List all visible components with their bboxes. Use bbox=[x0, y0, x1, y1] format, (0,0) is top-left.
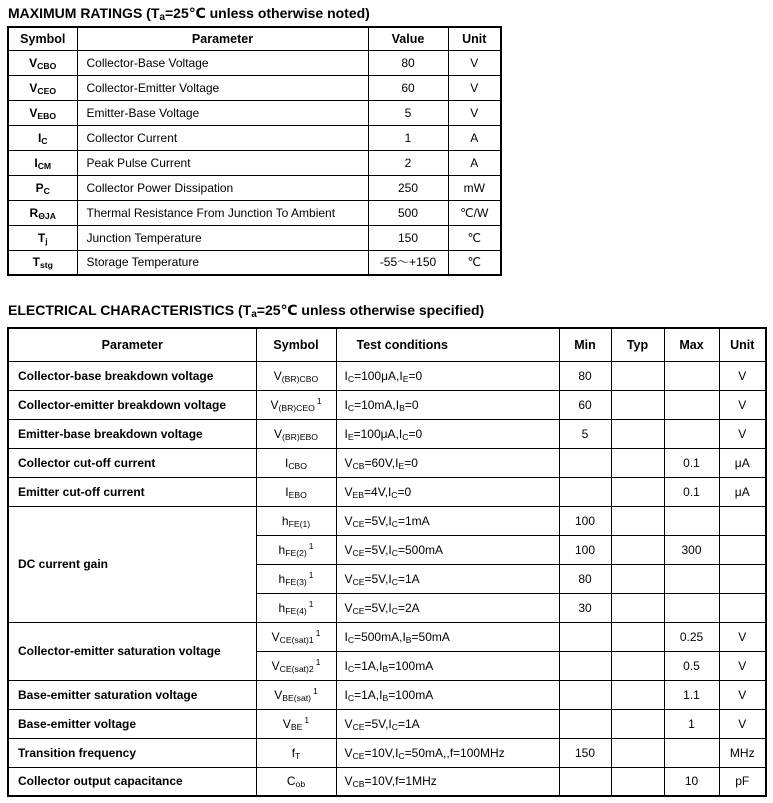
typ-cell bbox=[611, 506, 664, 535]
value-cell: 80 bbox=[368, 50, 448, 75]
table-row bbox=[8, 622, 766, 651]
symbol-cell: $V_{(BR)CEO}^1$ bbox=[256, 390, 336, 419]
electrical-characteristics-table bbox=[7, 327, 767, 797]
typ-cell bbox=[611, 535, 664, 564]
t2-header-unit: Unit bbox=[719, 328, 766, 361]
t2-header-max: Max bbox=[664, 328, 719, 361]
t2-header-row bbox=[8, 328, 766, 361]
parameter-cell: Collector output capacitance bbox=[8, 767, 256, 796]
max-cell bbox=[664, 361, 719, 390]
symbol-cell: $I_C$ bbox=[8, 125, 77, 150]
typ-cell bbox=[611, 419, 664, 448]
min-cell: 5 bbox=[559, 419, 611, 448]
parameter-cell: Collector-emitter breakdown voltage bbox=[8, 390, 256, 419]
unit-cell: ℃/W bbox=[448, 200, 501, 225]
value-cell: 1 bbox=[368, 125, 448, 150]
symbol-cell: $I_{CM}$ bbox=[8, 150, 77, 175]
symbol-cell: $V_{EBO}$ bbox=[8, 100, 77, 125]
t2-header-min: Min bbox=[559, 328, 611, 361]
min-cell: 80 bbox=[559, 564, 611, 593]
table-row bbox=[8, 448, 766, 477]
parameter-cell: Emitter-Base Voltage bbox=[77, 100, 368, 125]
typ-cell bbox=[611, 738, 664, 767]
t1-header-row bbox=[8, 27, 501, 50]
parameter-cell: Emitter-base breakdown voltage bbox=[8, 419, 256, 448]
t1-header-unit: Unit bbox=[448, 27, 501, 50]
table-row bbox=[8, 419, 766, 448]
symbol-cell: $V_{BE(sat)}^1$ bbox=[256, 680, 336, 709]
conditions-cell: $I_C=10mA,I_B=0$ bbox=[336, 390, 559, 419]
max-cell: 0.1 bbox=[664, 448, 719, 477]
conditions-cell: $V_{CB}=10V,f=1MHz$ bbox=[336, 767, 559, 796]
typ-cell bbox=[611, 448, 664, 477]
symbol-cell: $T_j$ bbox=[8, 225, 77, 250]
typ-cell bbox=[611, 564, 664, 593]
typ-cell bbox=[611, 390, 664, 419]
max-cell: 0.5 bbox=[664, 651, 719, 680]
table-row bbox=[8, 175, 501, 200]
min-cell bbox=[559, 680, 611, 709]
conditions-cell: $V_{CE}=5V,I_C=1mA$ bbox=[336, 506, 559, 535]
max-cell: 0.1 bbox=[664, 477, 719, 506]
symbol-cell: $I_{EBO}$ bbox=[256, 477, 336, 506]
unit-cell: V bbox=[448, 75, 501, 100]
min-cell: 60 bbox=[559, 390, 611, 419]
max-cell: 300 bbox=[664, 535, 719, 564]
unit-cell bbox=[719, 593, 766, 622]
table-row bbox=[8, 738, 766, 767]
unit-cell: μA bbox=[719, 448, 766, 477]
t1-header-symbol: Symbol bbox=[8, 27, 77, 50]
unit-cell: V bbox=[719, 709, 766, 738]
symbol-cell: $R_{\Theta JA}$ bbox=[8, 200, 77, 225]
max-cell: 0.25 bbox=[664, 622, 719, 651]
t2-header-symbol: Symbol bbox=[256, 328, 336, 361]
min-cell bbox=[559, 651, 611, 680]
parameter-cell: Storage Temperature bbox=[77, 250, 368, 275]
unit-cell: V bbox=[719, 651, 766, 680]
t2-header-typ: Typ bbox=[611, 328, 664, 361]
symbol-cell: $V_{(BR)EBO}$ bbox=[256, 419, 336, 448]
table-row bbox=[8, 361, 766, 390]
max-ratings-table bbox=[7, 26, 502, 276]
value-cell: 500 bbox=[368, 200, 448, 225]
symbol-cell: $V_{BE}^1$ bbox=[256, 709, 336, 738]
electrical-characteristics-title: ELECTRICAL CHARACTERISTICS ($T_a=25℃$ unless otherwise specified) bbox=[8, 302, 485, 321]
typ-cell bbox=[611, 680, 664, 709]
symbol-cell: $C_{ob}$ bbox=[256, 767, 336, 796]
max-cell bbox=[664, 506, 719, 535]
unit-cell bbox=[719, 564, 766, 593]
unit-cell: V bbox=[719, 361, 766, 390]
value-cell: -55～+150 bbox=[368, 250, 448, 275]
typ-cell bbox=[611, 651, 664, 680]
parameter-cell: Collector Power Dissipation bbox=[77, 175, 368, 200]
table-row bbox=[8, 506, 766, 535]
symbol-cell: $V_{(BR)CBO}$ bbox=[256, 361, 336, 390]
max-cell: 10 bbox=[664, 767, 719, 796]
max-cell bbox=[664, 564, 719, 593]
conditions-cell: $V_{CE}=5V,I_C=1A$ bbox=[336, 709, 559, 738]
unit-cell: MHz bbox=[719, 738, 766, 767]
parameter-cell: Junction Temperature bbox=[77, 225, 368, 250]
value-cell: 5 bbox=[368, 100, 448, 125]
max-cell bbox=[664, 390, 719, 419]
table-row bbox=[8, 75, 501, 100]
max-cell bbox=[664, 738, 719, 767]
conditions-cell: $V_{CE}=5V,I_C=2A$ bbox=[336, 593, 559, 622]
table-row bbox=[8, 150, 501, 175]
conditions-cell: $V_{EB}=4V,I_C=0$ bbox=[336, 477, 559, 506]
parameter-cell: Collector cut-off current bbox=[8, 448, 256, 477]
typ-cell bbox=[611, 767, 664, 796]
typ-cell bbox=[611, 361, 664, 390]
symbol-cell: $h_{FE(4)}^1$ bbox=[256, 593, 336, 622]
table-row bbox=[8, 200, 501, 225]
max-cell bbox=[664, 593, 719, 622]
min-cell: 100 bbox=[559, 535, 611, 564]
value-cell: 2 bbox=[368, 150, 448, 175]
unit-cell: V bbox=[448, 100, 501, 125]
value-cell: 250 bbox=[368, 175, 448, 200]
conditions-cell: $V_{CE}=5V,I_C=1A$ bbox=[336, 564, 559, 593]
min-cell bbox=[559, 477, 611, 506]
unit-cell: ℃ bbox=[448, 250, 501, 275]
parameter-cell: Emitter cut-off current bbox=[8, 477, 256, 506]
parameter-cell: Collector-emitter saturation voltage bbox=[8, 622, 256, 680]
parameter-cell: Base-emitter voltage bbox=[8, 709, 256, 738]
unit-cell: mW bbox=[448, 175, 501, 200]
unit-cell: V bbox=[719, 680, 766, 709]
parameter-cell: DC current gain bbox=[8, 506, 256, 622]
conditions-cell: $V_{CE}=10V,I_C=50mA,,f=100MHz$ bbox=[336, 738, 559, 767]
symbol-cell: $V_{CE(sat)2}^1$ bbox=[256, 651, 336, 680]
typ-cell bbox=[611, 622, 664, 651]
symbol-cell: $V_{CEO}$ bbox=[8, 75, 77, 100]
min-cell bbox=[559, 622, 611, 651]
unit-cell: A bbox=[448, 125, 501, 150]
conditions-cell: $I_C=100\mu A,I_E=0$ bbox=[336, 361, 559, 390]
conditions-cell: $V_{CB}=60V,I_E=0$ bbox=[336, 448, 559, 477]
min-cell bbox=[559, 709, 611, 738]
typ-cell bbox=[611, 593, 664, 622]
t1-header-value: Value bbox=[368, 27, 448, 50]
unit-cell: μA bbox=[719, 477, 766, 506]
parameter-cell: Collector-Emitter Voltage bbox=[77, 75, 368, 100]
parameter-cell: Peak Pulse Current bbox=[77, 150, 368, 175]
unit-cell bbox=[719, 535, 766, 564]
conditions-cell: $I_C=1A,I_B=100mA$ bbox=[336, 651, 559, 680]
parameter-cell: Collector-base breakdown voltage bbox=[8, 361, 256, 390]
min-cell: 100 bbox=[559, 506, 611, 535]
conditions-cell: $V_{CE}=5V,I_C=500mA$ bbox=[336, 535, 559, 564]
unit-cell: V bbox=[719, 390, 766, 419]
table-row bbox=[8, 680, 766, 709]
symbol-cell: $V_{CE(sat)1}^1$ bbox=[256, 622, 336, 651]
symbol-cell: $I_{CBO}$ bbox=[256, 448, 336, 477]
parameter-cell: Transition frequency bbox=[8, 738, 256, 767]
min-cell: 150 bbox=[559, 738, 611, 767]
min-cell bbox=[559, 767, 611, 796]
table-row bbox=[8, 767, 766, 796]
parameter-cell: Collector Current bbox=[77, 125, 368, 150]
max-ratings-title: MAXIMUM RATINGS ($T_a=25℃$ unless otherwise noted) bbox=[8, 5, 370, 24]
unit-cell: V bbox=[719, 622, 766, 651]
max-cell: 1 bbox=[664, 709, 719, 738]
t2-header-test-conditions: Test conditions bbox=[336, 328, 559, 361]
symbol-cell: $h_{FE(2)}^1$ bbox=[256, 535, 336, 564]
parameter-cell: Thermal Resistance From Junction To Ambient bbox=[77, 200, 368, 225]
table-row bbox=[8, 390, 766, 419]
table-row bbox=[8, 100, 501, 125]
unit-cell: V bbox=[719, 419, 766, 448]
table-row bbox=[8, 50, 501, 75]
value-cell: 150 bbox=[368, 225, 448, 250]
min-cell: 30 bbox=[559, 593, 611, 622]
parameter-cell: Base-emitter saturation voltage bbox=[8, 680, 256, 709]
conditions-cell: $I_C=500mA,I_B=50mA$ bbox=[336, 622, 559, 651]
table-row bbox=[8, 225, 501, 250]
unit-cell: ℃ bbox=[448, 225, 501, 250]
unit-cell: pF bbox=[719, 767, 766, 796]
symbol-cell: $h_{FE(3)}^1$ bbox=[256, 564, 336, 593]
unit-cell: V bbox=[448, 50, 501, 75]
table-row bbox=[8, 125, 501, 150]
symbol-cell: $f_T$ bbox=[256, 738, 336, 767]
symbol-cell: $P_C$ bbox=[8, 175, 77, 200]
symbol-cell: $h_{FE(1)}$ bbox=[256, 506, 336, 535]
conditions-cell: $I_E=100\mu A,I_C=0$ bbox=[336, 419, 559, 448]
table-row bbox=[8, 250, 501, 275]
typ-cell bbox=[611, 477, 664, 506]
unit-cell bbox=[719, 506, 766, 535]
t2-header-parameter: Parameter bbox=[8, 328, 256, 361]
max-cell bbox=[664, 419, 719, 448]
typ-cell bbox=[611, 709, 664, 738]
unit-cell: A bbox=[448, 150, 501, 175]
value-cell: 60 bbox=[368, 75, 448, 100]
min-cell: 80 bbox=[559, 361, 611, 390]
max-cell: 1.1 bbox=[664, 680, 719, 709]
table-row bbox=[8, 709, 766, 738]
min-cell bbox=[559, 448, 611, 477]
conditions-cell: $I_C=1A,I_B=100mA$ bbox=[336, 680, 559, 709]
table-row bbox=[8, 477, 766, 506]
t1-header-parameter: Parameter bbox=[77, 27, 368, 50]
symbol-cell: $T_{stg}$ bbox=[8, 250, 77, 275]
parameter-cell: Collector-Base Voltage bbox=[77, 50, 368, 75]
symbol-cell: $V_{CBO}$ bbox=[8, 50, 77, 75]
